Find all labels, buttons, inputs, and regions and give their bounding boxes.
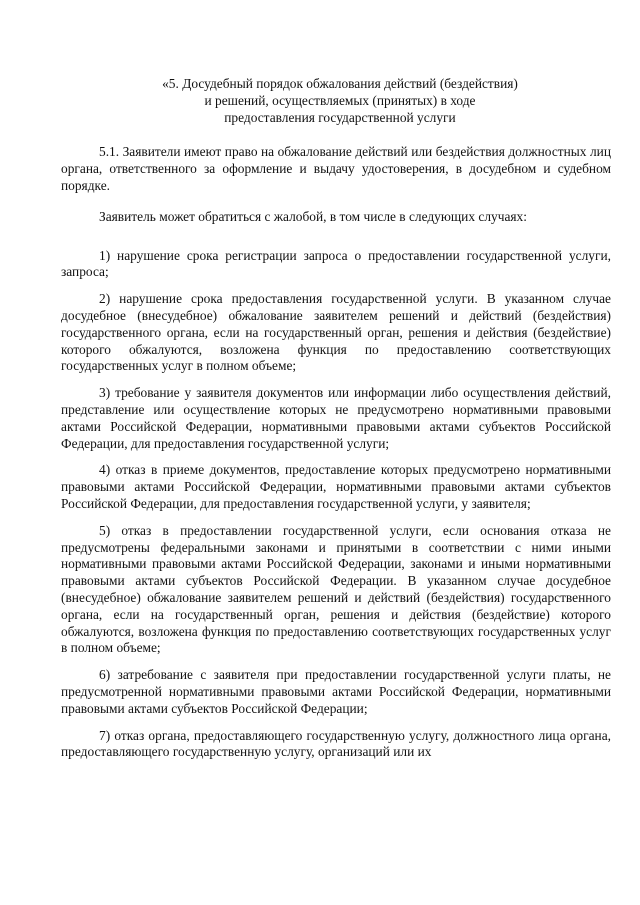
section-title-line-1: «5. Досудебный порядок обжалования действий (бездействия) — [162, 76, 518, 91]
list-item-4: 4) отказ в приеме документов, предоставление которых предусмотрено нормативными правовыми актами Российской Федерации, нормативными правовыми актами субъектов Российской Федерации, для предоставления государственной услуги, у заявителя; — [61, 462, 611, 511]
document-page — [61, 76, 611, 771]
section-title — [61, 76, 611, 126]
list-item-3: 3) требование у заявителя документов или информации либо осуществления действий, представление или осуществление которых не предусмотрено нормативными правовыми актами Российской Федерации, нормативными правовыми актами субъектов Российской Федерации, для предоставления государственной услуги; — [61, 385, 611, 451]
section-title-line-2: и решений, осуществляемых (принятых) в ходе — [204, 92, 476, 108]
paragraph-5-1: 5.1. Заявители имеют право на обжалование действий или бездействия должностных лиц органа, ответственного за оформление и выдачу удостоверения, в досудебном и судебном порядке. — [61, 144, 611, 193]
list-item-5: 5) отказ в предоставлении государственной услуги, если основания отказа не предусмотрены федеральными законами и принятыми в соответствии с ними иными нормативными правовыми актами Российской Федерации, законами и иными нормативными правовыми актами субъектов Российской Федерации. В указанном случае досудебное (внесудебное) обжалование заявителем решений и действий (бездействия) государственного органа, если на государственный орган, решения и действия (бездействие) которого обжалуются, возложена функция по предоставлению соответствующих государственных услуг в полном объеме; — [61, 522, 611, 656]
paragraph-complaint-cases-intro: Заявитель может обратиться с жалобой, в том числе в следующих случаях: — [99, 208, 527, 224]
list-item-7: 7) отказ органа, предоставляющего государственную услугу, должностного лица органа, предоставляющего государственную услугу, организаций или их — [61, 727, 611, 760]
list-item-2: 2) нарушение срока предоставления государственной услуги. В указанном случае досудебное (внесудебное) обжалование заявителем решений и действий (бездействия) государственного органа, если на государственный орган, решения и действия (бездействие) которого обжалуются, возложена функция по предоставлению соответствующих государственных услуг в полном объеме; — [61, 291, 611, 374]
section-title-line-3: предоставления государственной услуги — [224, 109, 456, 125]
list-item-1: 1) нарушение срока регистрации запроса о предоставлении государственной услуги, запроса; — [61, 247, 611, 280]
list-item-6: 6) затребование с заявителя при предоставлении государственной услуги платы, не предусмотренной нормативными правовыми актами Российской Федерации, нормативными правовыми актами субъектов Российской Федерации; — [61, 667, 611, 716]
